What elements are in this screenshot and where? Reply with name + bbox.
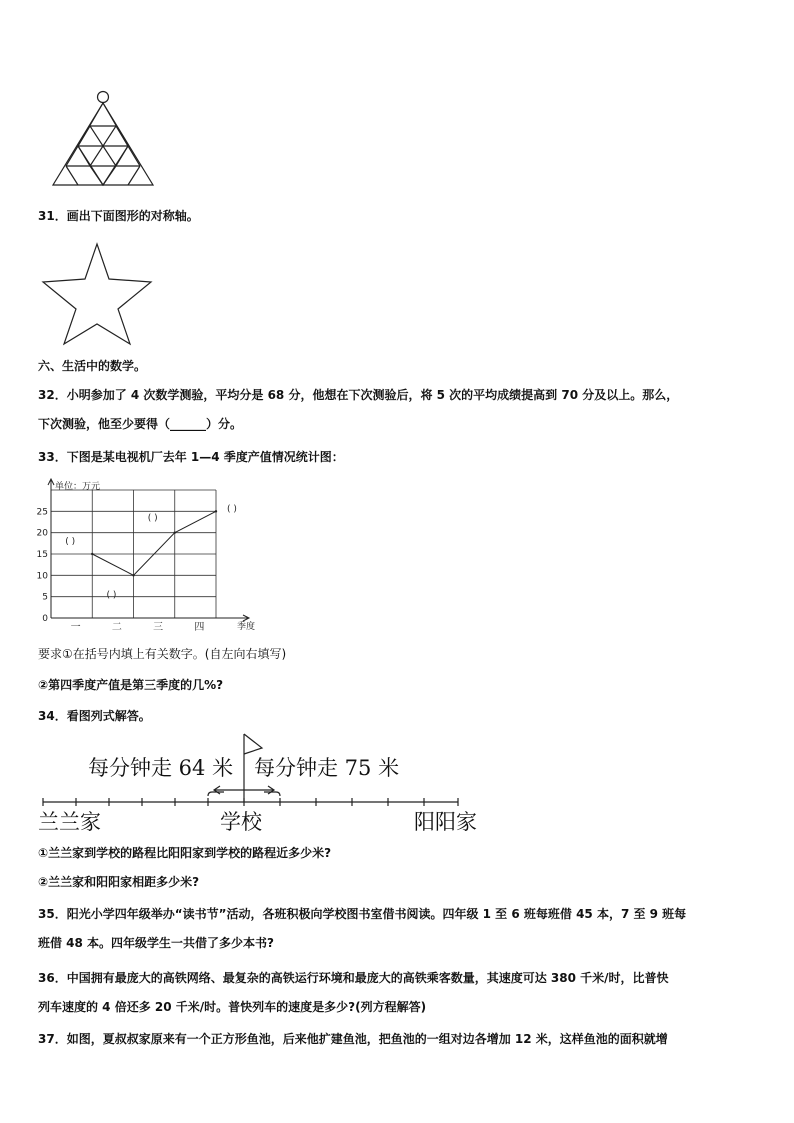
place-yangyang-home: 阳阳家 [414, 810, 477, 834]
place-school: 学校 [220, 810, 262, 834]
x-tick-label: 一 [70, 622, 81, 633]
y-tick-label: 0 [42, 614, 48, 624]
x-tick-label: 二 [111, 622, 122, 633]
data-label: ( ) [65, 537, 76, 547]
left-speed-label: 每分钟走 64 米 [88, 756, 234, 780]
question-33-requirement-2: ②第四季度产值是第三季度的几%? [38, 678, 224, 692]
question-31: 31．画出下面图形的对称轴。 [38, 209, 199, 223]
question-32-line2: 下次测验，他至少要得（______）分。 [38, 417, 243, 431]
chart-unit-label: 单位：万元 [55, 482, 101, 492]
data-label: ( ) [227, 504, 237, 515]
question-35-line1: 35．阳光小学四年级举办“读书节”活动，各班积极向学校图书室借书阅读。四年级 1 至 6 班每班借 45 本，7 至 9 班每 [38, 907, 687, 921]
question-36-line2: 列车速度的 4 倍还多 20 千米/时。普快列车的速度是多少?(列方程解答) [38, 1000, 427, 1014]
x-tick-label: 三 [153, 622, 164, 633]
question-35-line2: 班借 48 本。四年级学生一共借了多少本书? [38, 936, 275, 950]
question-34-sub1: ①兰兰家到学校的路程比阳阳家到学校的路程近多少米? [38, 846, 332, 860]
right-brace [264, 792, 280, 796]
section-6-heading: 六、生活中的数学。 [38, 359, 147, 373]
chart-grid [51, 490, 216, 618]
data-point [215, 510, 217, 512]
chart-axes [48, 479, 249, 621]
data-point [174, 531, 176, 533]
right-arrow-icon [244, 786, 274, 794]
question-34-sub2: ②兰兰家和阳阳家相距多少米? [38, 875, 200, 889]
x-tick-label: 四 [194, 622, 205, 633]
data-point [132, 574, 134, 576]
question-32-line1: 32．小明参加了 4 次数学测验，平均分是 68 分，他想在下次测验后，将 5 次的平均成绩提高到 70 分及以上。那么， [38, 388, 679, 402]
y-tick-label: 15 [36, 550, 48, 560]
data-label: ( ) [147, 513, 158, 524]
data-point [91, 553, 93, 555]
place-lanlan-home: 兰兰家 [38, 810, 101, 834]
line-chart [34, 478, 266, 634]
question-36-line1: 36．中国拥有最庞大的高铁网络、最复杂的高铁运行环境和最庞大的高铁乘客数量，其速度可达 380 千米/时，比普快 [38, 971, 669, 985]
y-tick-label: 25 [36, 507, 48, 518]
star-figure [38, 238, 156, 350]
chart-labels [37, 480, 255, 633]
left-arrow-icon [214, 786, 244, 794]
question-33: 33．下图是某电视机厂去年 1—4 季度产值情况统计图： [38, 450, 344, 464]
y-tick-label: 20 [36, 528, 48, 539]
y-tick-label: 10 [36, 571, 48, 582]
left-brace [208, 792, 224, 796]
x-axis-label: 季度 [237, 622, 256, 632]
y-tick-label: 5 [42, 592, 48, 603]
data-label: ( ) [106, 590, 117, 601]
question-37-line1: 37．如图，夏叔叔家原来有一个正方形鱼池，后来他扩建鱼池，把鱼池的一组对边各增加 12 米，这样鱼池的面积就增 [38, 1032, 668, 1046]
question-34: 34．看图列式解答。 [38, 709, 151, 723]
right-speed-label: 每分钟走 75 米 [254, 756, 400, 780]
flag-icon [244, 734, 262, 754]
triangle-figure [48, 88, 160, 190]
question-33-requirement-1: 要求①在括号内填上有关数字。(自左向右填写) [38, 647, 287, 661]
